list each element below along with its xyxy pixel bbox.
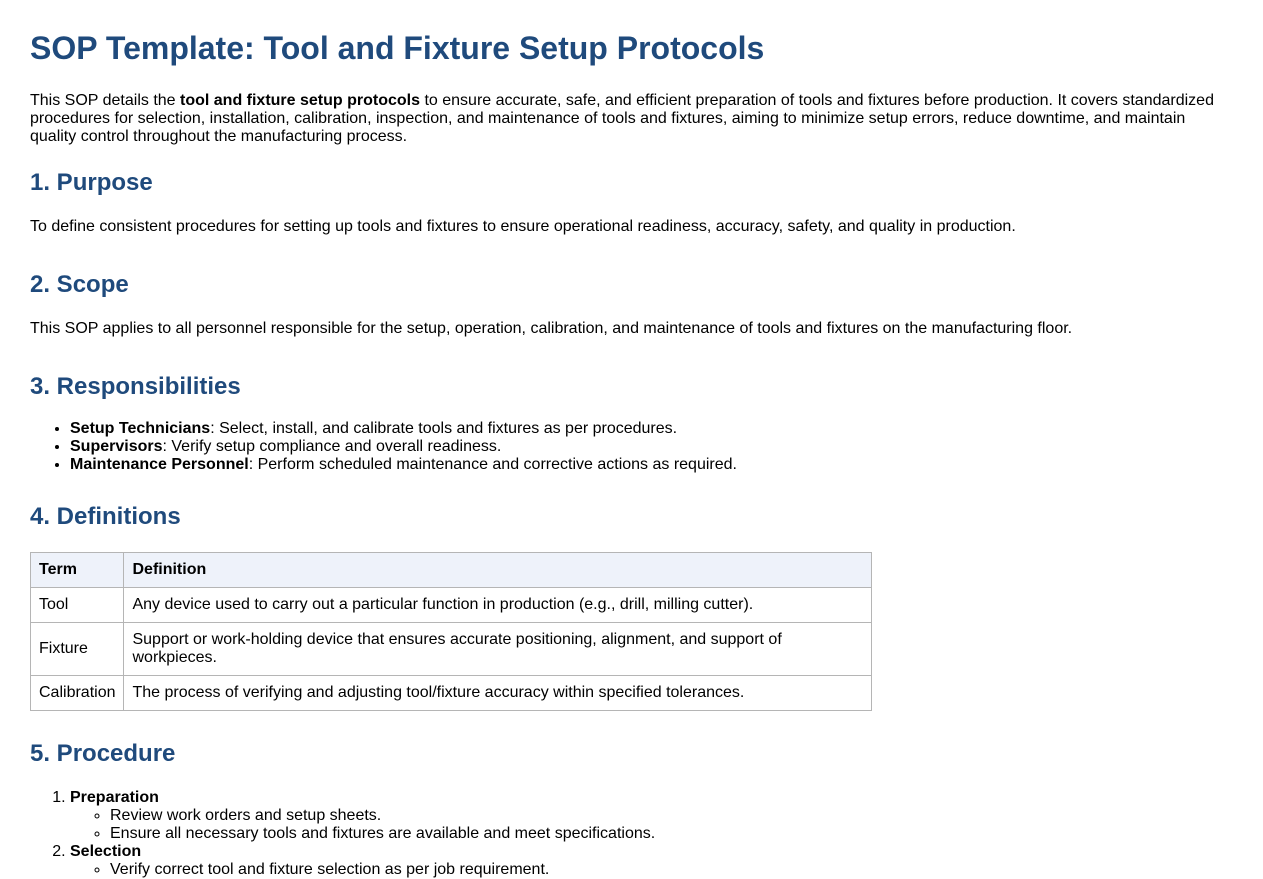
list-item xyxy=(70,456,1233,474)
procedure-step xyxy=(70,789,1233,843)
table-row xyxy=(31,676,872,711)
substep-item: ◦ Review work orders and setup sheets. xyxy=(110,807,1233,825)
list-item xyxy=(70,420,1233,438)
intro-text-start: This SOP details the xyxy=(30,92,180,109)
list-item xyxy=(70,438,1233,456)
role-description: : Select, install, and calibrate tools and fixtures as per procedures. xyxy=(210,420,678,437)
scope-heading: 2. Scope xyxy=(30,271,129,298)
role-name: Supervisors xyxy=(70,438,163,455)
intro-text-bold: tool and fixture setup protocols xyxy=(180,92,421,109)
column-header-term: Term xyxy=(31,553,124,588)
intro-paragraph xyxy=(30,92,1233,146)
step-title: Selection xyxy=(70,843,142,860)
role-description: : Verify setup compliance and overall readiness. xyxy=(162,438,502,455)
substep-list xyxy=(70,861,1233,879)
definitions-heading: 4. Definitions xyxy=(30,503,181,530)
page-title: SOP Template: Tool and Fixture Setup Protocols xyxy=(30,30,765,66)
role-name: Setup Technicians xyxy=(70,420,211,437)
definition-cell: The process of verifying and adjusting tool/fixture accuracy within specified tolerances. xyxy=(124,676,872,711)
definition-cell: Any device used to carry out a particular function in production (e.g., drill, milling cutter). xyxy=(124,588,872,623)
term-cell: Calibration xyxy=(31,676,124,711)
intro-text-end: to ensure accurate, safe, and efficient preparation of tools and fixtures before production. It covers standardized procedures for selection, installation, calibration, inspection, and maintenance of tools and fixtures, aiming to minimize setup errors, reduce downtime, and maintain quality control throughout the manufacturing process. xyxy=(30,92,1214,145)
purpose-text: To define consistent procedures for setting up tools and fixtures to ensure operational readiness, accuracy, safety, and quality in production. xyxy=(30,218,1016,235)
column-header-definition: Definition xyxy=(124,553,872,588)
substep-list xyxy=(70,807,1233,843)
purpose-heading: 1. Purpose xyxy=(30,169,153,196)
procedure-list xyxy=(30,789,1233,879)
table-header-row xyxy=(31,553,872,588)
definition-cell: Support or work-holding device that ensures accurate positioning, alignment, and support of workpieces. xyxy=(124,623,872,676)
step-title: Preparation xyxy=(70,789,159,806)
term-cell: Tool xyxy=(31,588,124,623)
table-row xyxy=(31,588,872,623)
scope-text: This SOP applies to all personnel responsible for the setup, operation, calibration, and maintenance of tools and fixtures on the manufacturing floor. xyxy=(30,320,1073,337)
procedure-heading: 5. Procedure xyxy=(30,740,176,767)
table-row xyxy=(31,623,872,676)
definitions-table xyxy=(30,552,872,711)
procedure-step xyxy=(70,843,1233,879)
role-description: : Perform scheduled maintenance and corrective actions as required. xyxy=(248,456,737,473)
role-name: Maintenance Personnel xyxy=(70,456,249,473)
responsibilities-heading: 3. Responsibilities xyxy=(30,373,241,400)
term-cell: Fixture xyxy=(31,623,124,676)
substep-item: ◦ Ensure all necessary tools and fixtures are available and meet specifications. xyxy=(110,825,1233,843)
responsibilities-list xyxy=(30,420,1233,474)
substep-item: ◦ Verify correct tool and fixture selection as per job requirement. xyxy=(110,861,1233,879)
